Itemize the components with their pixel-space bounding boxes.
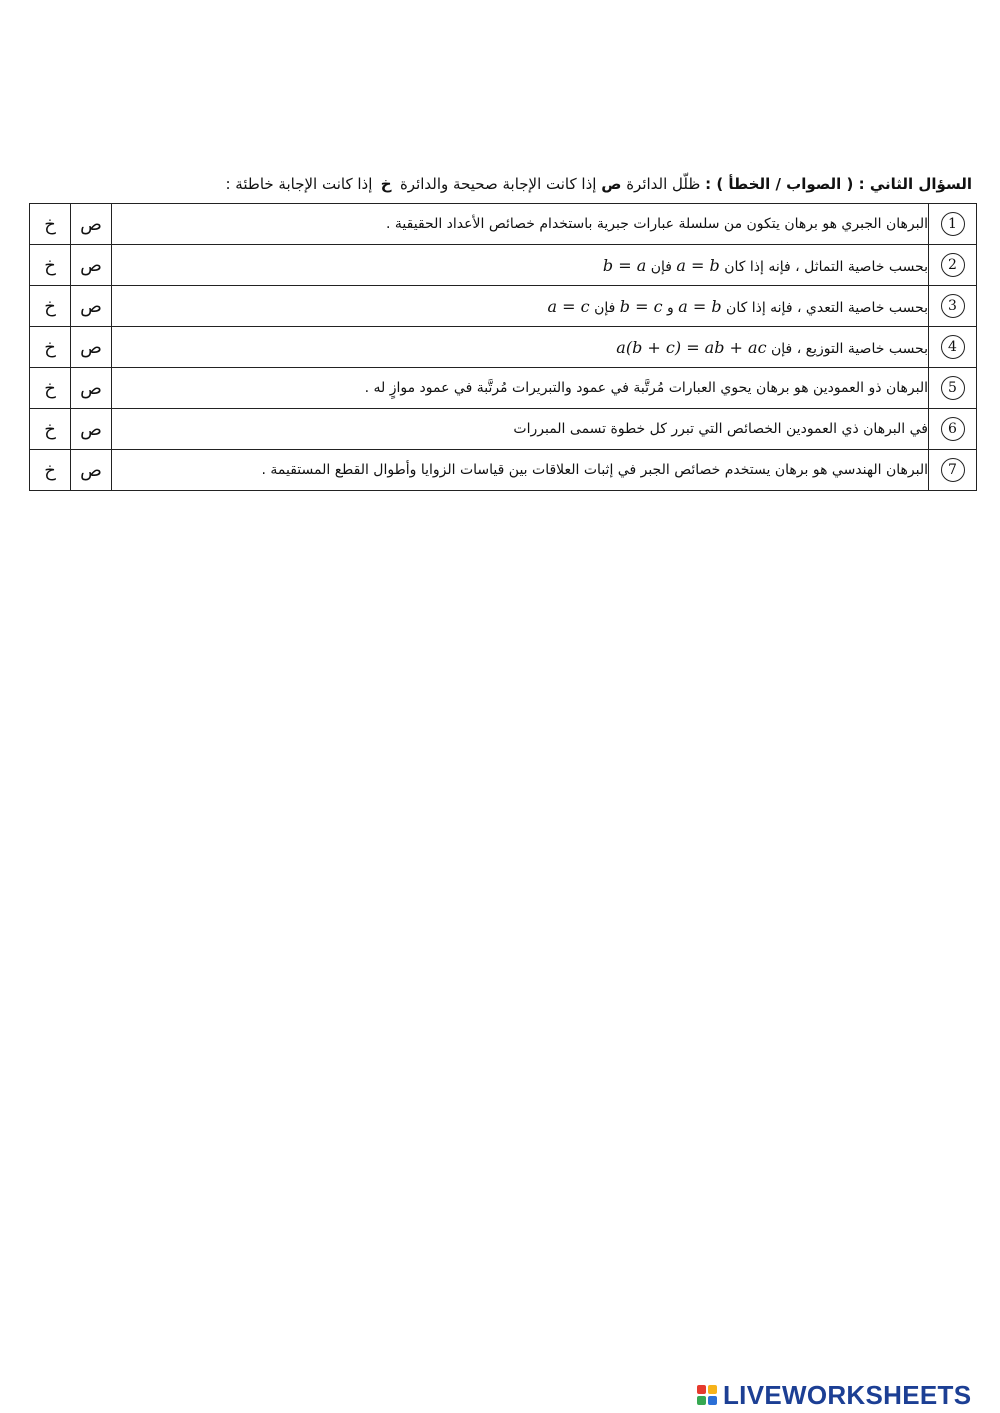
question-number: 2 <box>941 253 965 277</box>
true-choice[interactable]: ص <box>80 254 102 276</box>
instruction-part-3: إذا كانت الإجابة خاطئة : <box>225 175 373 193</box>
question-text: بحسب خاصية التوزيع ، فإن <box>771 340 928 357</box>
question-text: بحسب خاصية التعدي ، فإنه إذا كان <box>726 299 928 316</box>
false-choice-cell <box>30 245 71 286</box>
math-expression: a(b + c) = ab + ac <box>616 337 767 357</box>
question-text-cell <box>112 327 929 368</box>
true-choice-cell <box>71 450 112 491</box>
question-number-cell <box>929 245 977 286</box>
question-text: البرهان الجبري هو برهان يتكون من سلسلة عبارات جبرية باستخدام خصائص الأعداد الحقيقية . <box>386 216 928 232</box>
question-number: 4 <box>941 335 965 359</box>
question-text: في البرهان ذي العمودين الخصائص التي تبرر كل خطوة تسمى المبررات <box>513 421 928 437</box>
false-choice[interactable]: خ <box>44 295 56 317</box>
question-number: 5 <box>941 376 965 400</box>
true-choice-cell <box>71 368 112 409</box>
false-choice[interactable]: خ <box>44 254 56 276</box>
false-choice-cell <box>30 286 71 327</box>
question-number-cell <box>929 327 977 368</box>
true-symbol-inline: ص <box>601 175 622 193</box>
true-choice-cell <box>71 327 112 368</box>
question-text-cell <box>112 409 929 450</box>
false-choice[interactable]: خ <box>44 377 56 399</box>
true-choice[interactable]: ص <box>80 459 102 481</box>
liveworksheets-logo <box>697 1380 971 1410</box>
logo-square-2 <box>708 1385 717 1394</box>
question-row <box>30 327 977 368</box>
false-choice[interactable]: خ <box>44 418 56 440</box>
false-choice-cell <box>30 368 71 409</box>
false-symbol-inline: خ <box>380 175 392 193</box>
question-number-cell <box>929 409 977 450</box>
instruction-part-2: إذا كانت الإجابة صحيحة والدائرة <box>399 175 597 193</box>
question-text-middle: فإن <box>650 258 672 275</box>
true-false-table <box>29 203 977 491</box>
question-row <box>30 409 977 450</box>
logo-mark-icon <box>697 1385 717 1405</box>
false-choice[interactable]: خ <box>44 459 56 481</box>
question-text-cell <box>112 450 929 491</box>
math-expression: b = c <box>619 296 663 316</box>
question-text-cell <box>112 204 929 245</box>
false-choice-cell <box>30 204 71 245</box>
false-choice-cell <box>30 409 71 450</box>
false-choice-cell <box>30 450 71 491</box>
math-expression: a = b <box>678 296 722 316</box>
true-choice[interactable]: ص <box>80 418 102 440</box>
logo-square-1 <box>697 1385 706 1394</box>
question-number: 7 <box>941 458 965 482</box>
question-text-cell <box>112 286 929 327</box>
instruction-part-1: ظلّل الدائرة <box>626 175 701 193</box>
false-choice[interactable]: خ <box>44 213 56 235</box>
false-choice[interactable]: خ <box>44 336 56 358</box>
true-choice-cell <box>71 245 112 286</box>
question-text-cell <box>112 368 929 409</box>
question-text-joiner: و <box>667 299 674 316</box>
brand-name: LIVEWORKSHEETS <box>723 1379 972 1410</box>
question-row <box>30 450 977 491</box>
question-text-middle: فإن <box>594 299 616 316</box>
math-expression: b = a <box>602 255 647 275</box>
false-choice-cell <box>30 327 71 368</box>
math-expression: a = b <box>676 255 720 275</box>
logo-square-3 <box>697 1396 706 1405</box>
question-text: البرهان ذو العمودين هو برهان يحوي العبارات مُرتَّبة في عمود والتبريرات مُرتَّبة في عمود موازٍ له . <box>364 380 928 396</box>
true-choice-cell <box>71 204 112 245</box>
question-row <box>30 245 977 286</box>
question-number-cell <box>929 368 977 409</box>
math-expression: a = c <box>547 296 590 316</box>
question-row <box>30 204 977 245</box>
question-number: 1 <box>941 212 965 236</box>
question-row <box>30 368 977 409</box>
question-number: 6 <box>941 417 965 441</box>
true-choice[interactable]: ص <box>80 213 102 235</box>
true-choice[interactable]: ص <box>80 295 102 317</box>
question-row <box>30 286 977 327</box>
true-choice[interactable]: ص <box>80 377 102 399</box>
true-choice-cell <box>71 286 112 327</box>
instruction-line <box>110 170 972 198</box>
true-choice-cell <box>71 409 112 450</box>
question-number-cell <box>929 450 977 491</box>
question-text: بحسب خاصية التماثل ، فإنه إذا كان <box>724 258 928 275</box>
logo-square-4 <box>708 1396 717 1405</box>
question-text-cell <box>112 245 929 286</box>
question-text: البرهان الهندسي هو برهان يستخدم خصائص الجبر في إثبات العلاقات بين قياسات الزوايا وأطوال القطع المستقيمة . <box>261 462 928 478</box>
question-number-cell <box>929 204 977 245</box>
true-choice[interactable]: ص <box>80 336 102 358</box>
question-title: السؤال الثاني : ( الصواب / الخطأ ) : <box>705 175 972 193</box>
question-number-cell <box>929 286 977 327</box>
question-number: 3 <box>941 294 965 318</box>
